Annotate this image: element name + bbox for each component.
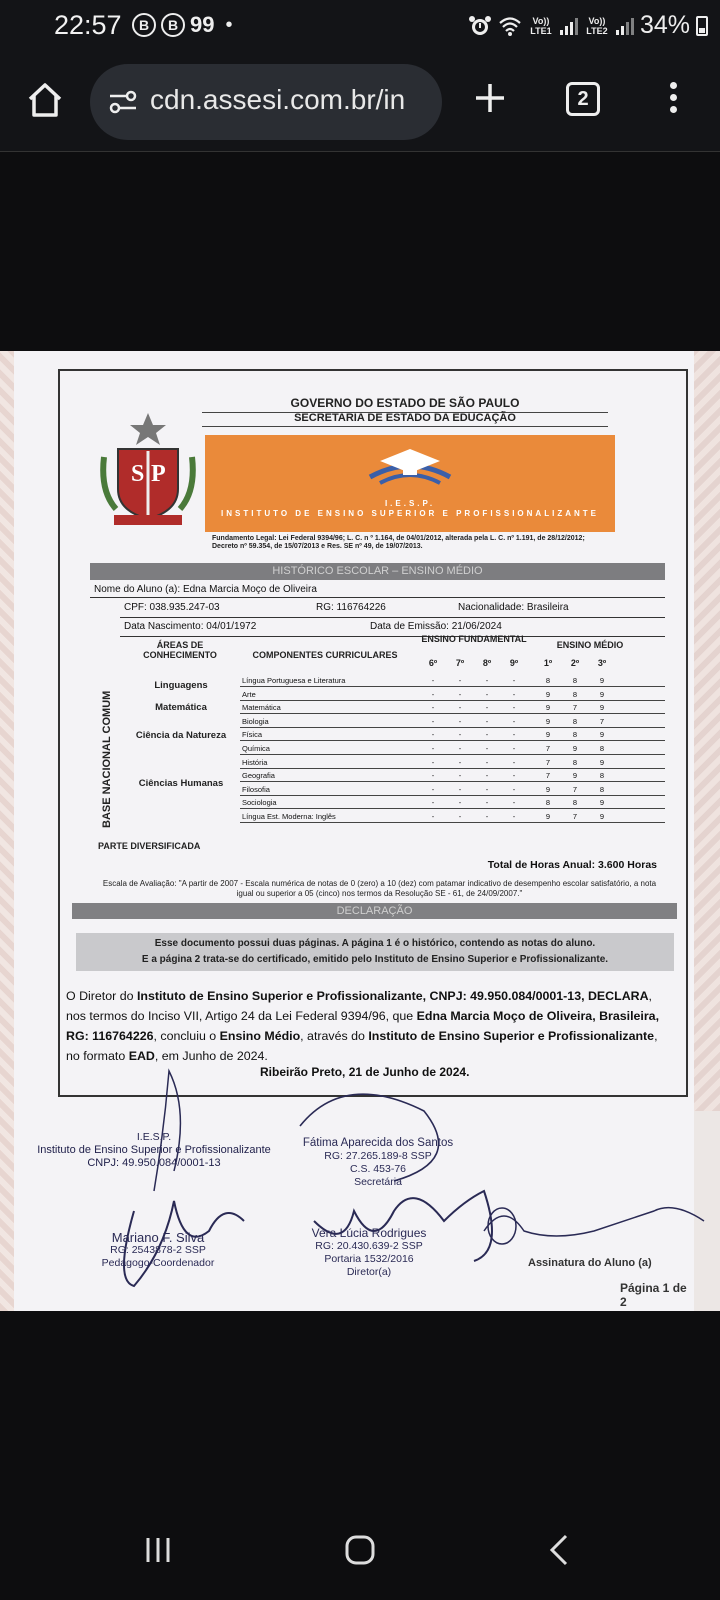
nationality: Nacionalidade: Brasileira	[458, 602, 569, 613]
grade-cell: -	[458, 798, 462, 808]
component-name: Arte	[242, 689, 256, 699]
grade-cell: -	[431, 716, 435, 726]
grade-cell: -	[431, 757, 435, 767]
grade-cell: -	[485, 703, 489, 713]
grade-cell: -	[431, 798, 435, 808]
grade-row	[240, 742, 665, 755]
stamp-line: Secretária	[354, 1176, 402, 1188]
id-row	[120, 600, 665, 618]
grade-cell: -	[485, 784, 489, 794]
notification-b-icon: B	[161, 13, 185, 37]
secretary-stamp	[298, 1137, 458, 1189]
home-icon[interactable]	[24, 79, 66, 121]
grade-row	[240, 769, 665, 782]
component-name: Geografia	[242, 771, 275, 781]
director-stamp	[294, 1227, 444, 1279]
url-text[interactable]: cdn.assesi.com.br/in	[150, 84, 406, 115]
grade-cell: 7	[572, 703, 578, 713]
grade-cell: -	[458, 771, 462, 781]
grade-row	[240, 810, 665, 823]
grade-cell: -	[512, 744, 516, 753]
component-name: Matemática	[242, 703, 281, 713]
declaration-institute: Instituto de Ensino Superior e Profissionalizante, CNPJ: 49.950.084/0001-13, DECLARA	[136, 989, 649, 1003]
document-header	[90, 393, 665, 578]
grade-cell: -	[512, 812, 516, 821]
grade-cell: 9	[545, 812, 551, 821]
grade-column-header: 3º	[597, 658, 607, 668]
institute-banner	[205, 435, 615, 532]
stamp-line: Pedagogo-Coordenador	[101, 1257, 215, 1269]
android-nav-bar	[0, 1500, 720, 1600]
grade-cell: -	[512, 730, 516, 740]
seal-letter: S	[131, 461, 145, 487]
grade-cell: 9	[599, 798, 605, 808]
grade-cell: -	[458, 689, 462, 699]
grade-column-header: 7º	[455, 658, 465, 668]
grade-cell: 8	[599, 771, 605, 781]
grade-cell: -	[512, 757, 516, 767]
component-name: Biologia	[242, 716, 269, 726]
institute-fullname: INSTITUTO DE ENSINO SUPERIOR E PROFISSIONALIZANTE	[221, 509, 599, 518]
system-icons	[468, 11, 708, 40]
site-settings-icon[interactable]	[108, 90, 138, 114]
pages-note	[76, 933, 674, 971]
grade-cell: -	[512, 703, 516, 713]
graduation-cap-icon	[365, 445, 455, 495]
notification-icons	[132, 12, 233, 38]
grade-cell: 8	[572, 757, 578, 767]
knowledge-area: Ciência da Natureza	[135, 730, 227, 741]
component-name: Filosofia	[242, 784, 270, 794]
grade-row	[240, 756, 665, 769]
grade-cell: 7	[545, 744, 551, 753]
battery-percent: 34%	[639, 11, 690, 39]
grades-table	[90, 634, 665, 850]
stamp-line: RG: 20.430.639-2 SSP	[315, 1240, 423, 1252]
grade-cell: -	[485, 771, 489, 781]
grade-cell: -	[485, 798, 489, 808]
grade-row	[240, 674, 665, 687]
grade-cell: 9	[599, 730, 605, 740]
student-name-row	[90, 582, 665, 598]
grade-cell: -	[431, 784, 435, 794]
grade-cell: -	[485, 812, 489, 821]
grade-cell: 7	[545, 771, 551, 781]
wifi-icon	[498, 14, 522, 38]
stamp-line: RG: 2543878-2 SSP	[110, 1244, 206, 1256]
grade-cell: 9	[599, 812, 605, 821]
declaration-course: Ensino Médio	[219, 1029, 301, 1043]
fundamental-header: ENSINO FUNDAMENTAL	[421, 634, 527, 644]
grade-cell: -	[458, 784, 462, 794]
grade-cell: -	[485, 689, 489, 699]
declaration-fragment: , nos termos do Inciso VII, Artigo 24 da Lei Federal 9394/96, que	[66, 989, 652, 1023]
stamp-line: Vera Lúcia Rodrigues	[311, 1226, 427, 1240]
institute-name	[205, 499, 615, 519]
component-name: Sociologia	[242, 798, 277, 808]
overflow-menu-icon[interactable]	[666, 82, 680, 120]
knowledge-area: Matemática	[155, 702, 207, 713]
component-name: Química	[242, 744, 270, 753]
grade-cell: 8	[572, 798, 578, 808]
grade-cell: 7	[572, 812, 578, 821]
tab-switcher-button[interactable]: 2	[566, 82, 600, 116]
grade-cell: 7	[599, 716, 605, 726]
stamp-line: Portaria 1532/2016	[324, 1253, 414, 1265]
pages-note-line: E a página 2 trata-se do certificado, emitido pelo Instituto de Ensino Superior e Profissionalizante.	[141, 954, 609, 965]
battery-icon	[696, 16, 708, 36]
medio-header: ENSINO MÉDIO	[556, 640, 624, 650]
grade-cell: -	[512, 784, 516, 794]
grade-cell: 9	[599, 676, 605, 685]
back-icon[interactable]	[530, 1520, 590, 1580]
grade-cell: -	[512, 689, 516, 699]
declaration-title: DECLARAÇÃO	[72, 903, 677, 919]
institute-stamp	[34, 1131, 274, 1170]
signal-strength-icon	[560, 17, 578, 35]
grade-cell: 8	[572, 730, 578, 740]
components-header: COMPONENTES CURRICULARES	[252, 650, 398, 660]
grade-cell: 8	[545, 676, 551, 685]
place-and-date: Ribeirão Preto, 21 de Junho de 2024.	[260, 1065, 470, 1079]
grade-cell: -	[512, 771, 516, 781]
sim1-lte-label: Vo)) LTE1	[530, 15, 552, 36]
grade-cell: -	[431, 771, 435, 781]
grade-row	[240, 783, 665, 796]
grade-cell: -	[458, 730, 462, 740]
issue-date: Data de Emissão: 21/06/2024	[370, 621, 502, 632]
page-number: Página 1 de 2	[620, 1281, 687, 1309]
component-name: Física	[242, 730, 263, 740]
declaration-text	[66, 986, 666, 1066]
government-title: GOVERNO DO ESTADO DE SÃO PAULO	[202, 396, 608, 413]
dates-row	[120, 619, 665, 637]
grade-cell: -	[458, 703, 462, 713]
secretariat-title: SECRETARIA DE ESTADO DA EDUCAÇÃO	[202, 412, 608, 427]
declaration-student: Edna Marcia Moço de Oliveira, Brasileira, RG: 116764226	[66, 1009, 660, 1043]
grade-cell: 9	[599, 689, 605, 699]
grade-column-header: 6º	[428, 658, 438, 668]
declaration-fragment: , no formato	[66, 1029, 658, 1063]
grade-cell: 9	[599, 703, 605, 713]
grade-column-header: 1º	[543, 658, 553, 668]
pages-note-line: Esse documento possui duas páginas. A página 1 é o histórico, contendo as notas do aluno.	[154, 938, 596, 949]
coordinator-stamp	[78, 1231, 238, 1270]
stamp-line: RG: 27.265.189-8 SSP	[324, 1150, 432, 1162]
grade-cell: -	[485, 676, 489, 685]
grade-cell: -	[485, 730, 489, 740]
grade-column-header: 9º	[509, 658, 519, 668]
grade-cell: -	[458, 812, 462, 821]
new-tab-icon[interactable]	[472, 80, 508, 116]
declaration-institute: Instituto de Ensino Superior e Profissionalizante	[368, 1029, 655, 1043]
component-name: Língua Est. Moderna: Inglês	[242, 812, 336, 821]
svg-text:BASE NACIONAL COMUM: BASE NACIONAL COMUM	[101, 690, 113, 828]
document-border	[58, 369, 688, 1097]
grade-cell: -	[485, 744, 489, 753]
areas-header: ÁREAS DE CONHECIMENTO	[143, 640, 217, 660]
declaration-fragment: , concluiu o	[153, 1029, 220, 1043]
notification-count: 99	[190, 12, 215, 37]
address-bar[interactable]	[90, 64, 442, 140]
grade-cell: 8	[599, 744, 605, 753]
knowledge-area: Linguagens	[154, 680, 208, 691]
stamp-line: Mariano F. Silva	[111, 1230, 205, 1245]
signal-strength-icon	[616, 17, 634, 35]
institute-acronym: I.E.S.P.	[384, 499, 436, 508]
grade-cell: -	[458, 716, 462, 726]
grade-cell: 8	[599, 784, 605, 794]
total-hours: Total de Horas Anual: 3.600 Horas	[487, 859, 657, 871]
knowledge-area: Ciências Humanas	[138, 778, 224, 789]
grade-cell: -	[512, 716, 516, 726]
grade-cell: 8	[572, 689, 578, 699]
grade-cell: -	[431, 703, 435, 713]
grade-cell: 8	[572, 676, 578, 685]
grade-row	[240, 688, 665, 701]
grade-row	[240, 701, 665, 714]
document-page	[14, 351, 694, 1311]
grade-cell: -	[458, 676, 462, 685]
grade-cell: -	[458, 744, 462, 753]
stamp-line: Fátima Aparecida dos Santos	[302, 1137, 454, 1149]
recent-apps-icon[interactable]	[128, 1520, 188, 1580]
declaration-fragment: , através do	[300, 1029, 369, 1043]
grade-cell: 9	[545, 689, 551, 699]
grade-cell: 8	[545, 798, 551, 808]
alarm-icon	[468, 14, 492, 38]
stamp-line: I.E.S.P.	[136, 1131, 172, 1143]
base-nacional-label	[96, 643, 116, 833]
grade-cell: 9	[545, 703, 551, 713]
stamp-line: Diretor(a)	[346, 1266, 392, 1278]
grade-cell: -	[512, 798, 516, 808]
seal-letter: P	[151, 461, 166, 487]
grade-cell: -	[512, 676, 516, 685]
grade-cell: -	[431, 744, 435, 753]
stamp-line: C.S. 453-76	[349, 1163, 407, 1175]
declaration-format: EAD	[128, 1049, 155, 1063]
grade-cell: -	[431, 689, 435, 699]
grade-cell: 9	[545, 716, 551, 726]
grade-cell: 9	[545, 730, 551, 740]
stamp-line: CNPJ: 49.950.084/0001-13	[87, 1157, 221, 1169]
declaration-fragment: , em Junho de 2024.	[154, 1049, 268, 1063]
document-content	[66, 393, 665, 1083]
grade-cell: -	[431, 676, 435, 685]
grade-cell: -	[431, 730, 435, 740]
component-name: História	[242, 757, 268, 767]
student-signature-label: Assinatura do Aluno (a)	[528, 1257, 652, 1269]
grade-cell: 7	[545, 757, 551, 767]
student-name: Edna Marcia Moço de Oliveira	[182, 584, 317, 595]
notification-b-icon: B	[132, 13, 156, 37]
sao-paulo-coat-of-arms-icon	[96, 411, 200, 531]
component-name: Língua Portuguesa e Literatura	[242, 676, 346, 685]
grade-cell: 9	[545, 784, 551, 794]
rg: RG: 116764226	[316, 602, 386, 613]
grade-cell: 9	[572, 771, 578, 781]
grade-cell: -	[485, 757, 489, 767]
grade-cell: -	[485, 716, 489, 726]
grading-scale-text: Escala de Avaliação: "A partir de 2007 - Escala numérica de notas de 0 (zero) a 10 (dez) com patamar indicativo de desempenho escolar satisfatório, a nota igual ou superior a 05 (cinco) nos termos da Resolução SE - 61, de 24/09/2007."	[102, 879, 657, 898]
grade-cell: -	[458, 757, 462, 767]
transcript-title: HISTÓRICO ESCOLAR – ENSINO MÉDIO	[90, 563, 665, 580]
grade-cell: -	[431, 812, 435, 821]
grade-cell: 9	[572, 744, 578, 753]
grade-cell: 7	[572, 784, 578, 794]
legal-basis-text: Fundamento Legal: Lei Federal 9394/96; L. C. n º 1.164, de 04/01/2012, alterada pela L. C. nº 1.191, de 28/12/2012; Decreto nº 59.354, de 15/07/2013 e Res. SE nº 49, de 19/07/2013.	[212, 535, 585, 550]
sim2-lte-label: Vo)) LTE2	[586, 15, 608, 36]
grade-cell: 8	[572, 716, 578, 726]
grade-cell: 9	[599, 757, 605, 767]
diversified-part-label: PARTE DIVERSIFICADA	[98, 841, 201, 851]
stamp-line: Instituto de Ensino Superior e Profissionalizante	[37, 1144, 271, 1156]
student-name-label: Nome do Aluno (a):	[94, 584, 181, 595]
document-photo	[0, 351, 720, 1311]
grade-column-header: 2º	[570, 658, 580, 668]
birth-date: Data Nascimento: 04/01/1972	[124, 621, 257, 632]
browser-toolbar	[0, 52, 720, 152]
more-notifications-dot: •	[225, 13, 233, 36]
status-bar	[0, 0, 720, 52]
home-nav-icon[interactable]	[330, 1520, 390, 1580]
grade-column-header: 8º	[482, 658, 492, 668]
grade-row	[240, 728, 665, 741]
cpf: CPF: 038.935.247-03	[124, 602, 220, 613]
clock: 22:57	[54, 10, 122, 40]
grade-row	[240, 715, 665, 728]
declaration-fragment: O Diretor do	[66, 989, 137, 1003]
grade-row	[240, 796, 665, 809]
